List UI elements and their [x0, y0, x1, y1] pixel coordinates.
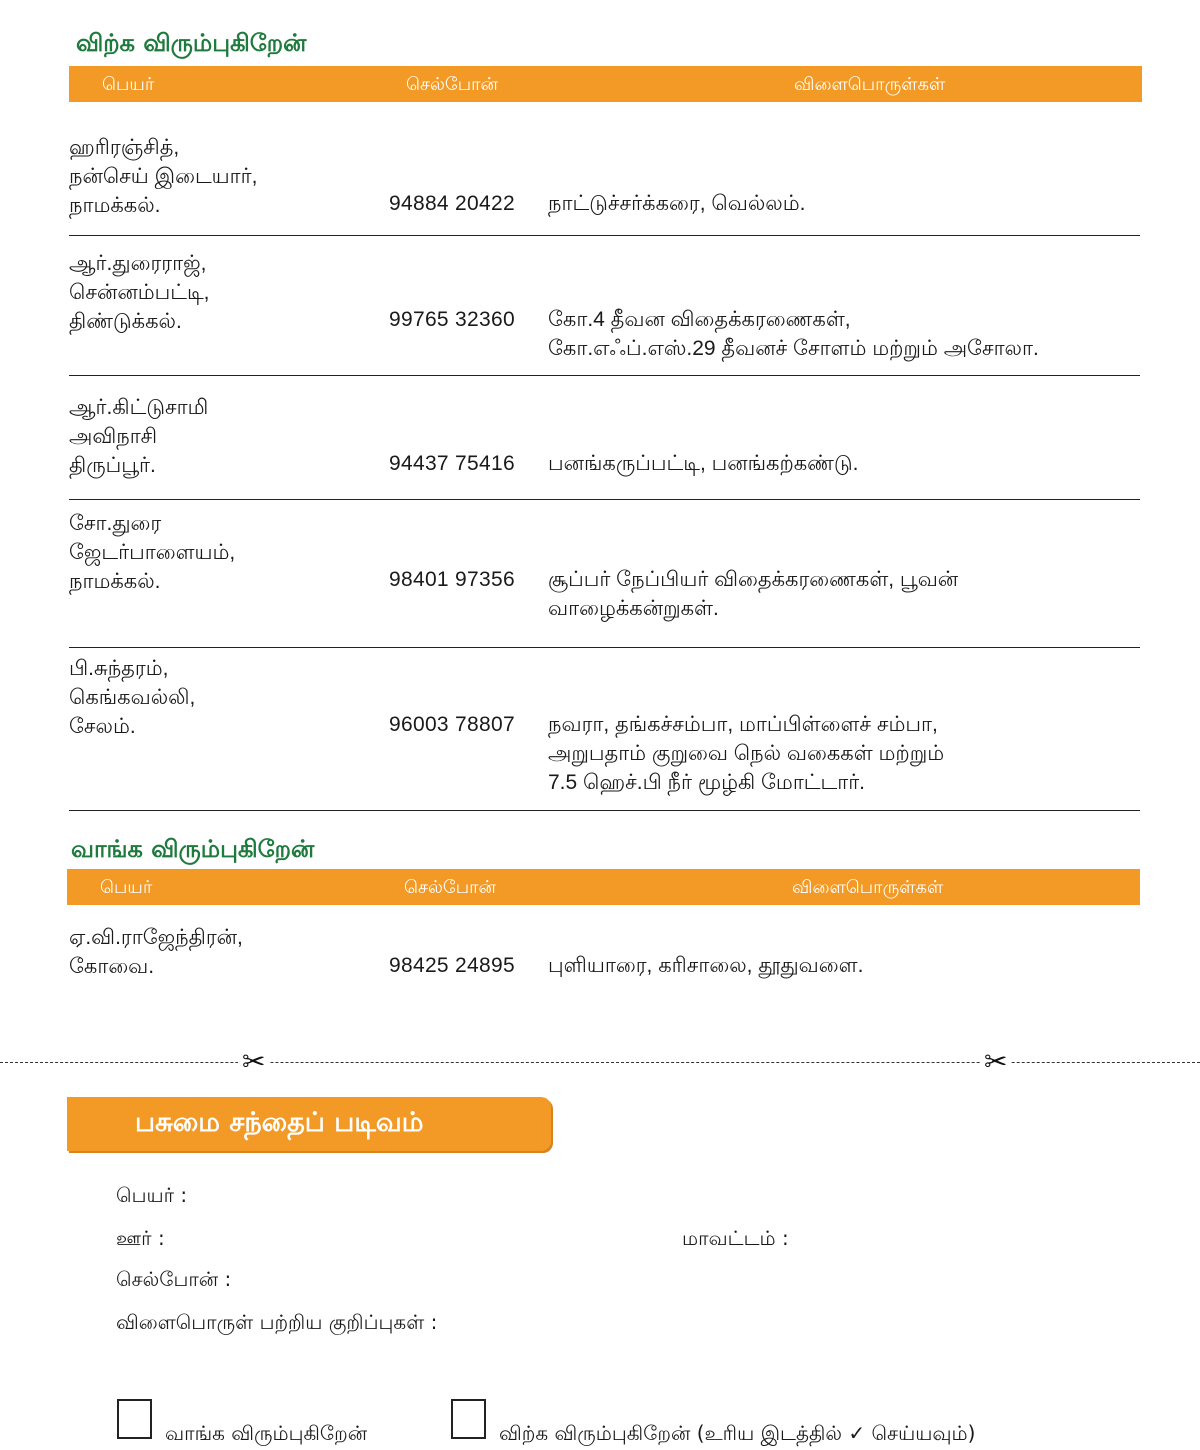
row-name: ஆர்.கிட்டுசாமி அவிநாசி திருப்பூர். [69, 396, 209, 477]
table-row [69, 393, 1140, 500]
row-name: பி.சுந்தரம், கெங்கவல்லி, சேலம். [69, 657, 196, 738]
table-row [69, 923, 1140, 993]
sell-table-header [69, 66, 1142, 102]
header-products: விளைபொருள்கள் [792, 877, 944, 898]
row-products: நாட்டுச்சர்க்கரை, வெல்லம். [548, 192, 806, 215]
table-row [69, 249, 1140, 376]
header-name: பெயர் [100, 877, 153, 898]
row-phone: 94437 75416 [389, 452, 515, 475]
header-phone: செல்போன் [406, 74, 498, 95]
cut-line [0, 1062, 1200, 1063]
table-row [69, 654, 1140, 811]
sell-option-label: விற்க விரும்புகிறேன் (உரிய இடத்தில் ✓ செய்யவும்) [499, 1421, 976, 1445]
phone-field-label: செல்போன் : [116, 1267, 232, 1291]
header-products: விளைபொருள்கள் [794, 74, 946, 95]
row-phone: 94884 20422 [389, 192, 515, 215]
buy-table-header [67, 869, 1140, 905]
header-name: பெயர் [102, 74, 155, 95]
name-field-label: பெயர் : [116, 1183, 188, 1207]
scissors-icon: ✂ [238, 1048, 269, 1076]
row-phone: 98425 24895 [389, 954, 515, 977]
row-products: நவரா, தங்கச்சம்பா, மாப்பிள்ளைச் சம்பா, அறுபதாம் குறுவை நெல் வகைகள் மற்றும் 7.5 ஹெச்.பி நீர் மூழ்கி மோட்டார். [548, 713, 945, 794]
scissors-icon: ✂ [980, 1048, 1011, 1076]
row-products: புளியாரை, கரிசாலை, தூதுவளை. [548, 954, 864, 977]
header-phone: செல்போன் [404, 877, 496, 898]
row-phone: 98401 97356 [389, 568, 515, 591]
row-products: கோ.4 தீவன விதைக்கரணைகள், கோ.எஃப்.எஸ்.29 தீவனச் சோளம் மற்றும் அசோலா. [548, 308, 1039, 360]
buy-option-label: வாங்க விரும்புகிறேன் [165, 1421, 368, 1445]
row-name: ஏ.வி.ராஜேந்திரன், கோவை. [69, 926, 243, 978]
row-name: ஹரிரஞ்சித், நன்செய் இடையார், நாமக்கல். [69, 136, 258, 217]
district-field-label: மாவட்டம் : [682, 1226, 789, 1250]
buy-section-title: வாங்க விரும்புகிறேன் [71, 835, 315, 863]
village-field-label: ஊர் : [116, 1226, 165, 1250]
sell-checkbox[interactable] [451, 1399, 486, 1439]
form-title-banner [67, 1097, 551, 1151]
row-products: சூப்பர் நேப்பியர் விதைக்கரணைகள், பூவன் வாழைக்கன்றுகள். [548, 568, 959, 620]
table-row [69, 509, 1140, 648]
row-name: ஆர்.துரைராஜ், சென்னம்பட்டி, திண்டுக்கல். [69, 252, 210, 333]
row-phone: 99765 32360 [389, 308, 515, 331]
row-phone: 96003 78807 [389, 713, 515, 736]
form-title: பசுமை சந்தைப் படிவம் [135, 1107, 424, 1138]
row-name: சோ.துரை ஜேடர்பாளையம், நாமக்கல். [69, 512, 236, 593]
row-products: பனங்கருப்பட்டி, பனங்கற்கண்டு. [548, 452, 859, 475]
notes-field-label: விளைபொருள் பற்றிய குறிப்புகள் : [116, 1310, 438, 1334]
buy-checkbox[interactable] [117, 1399, 152, 1439]
sell-section-title: விற்க விரும்புகிறேன் [76, 29, 307, 57]
table-row [69, 133, 1140, 236]
